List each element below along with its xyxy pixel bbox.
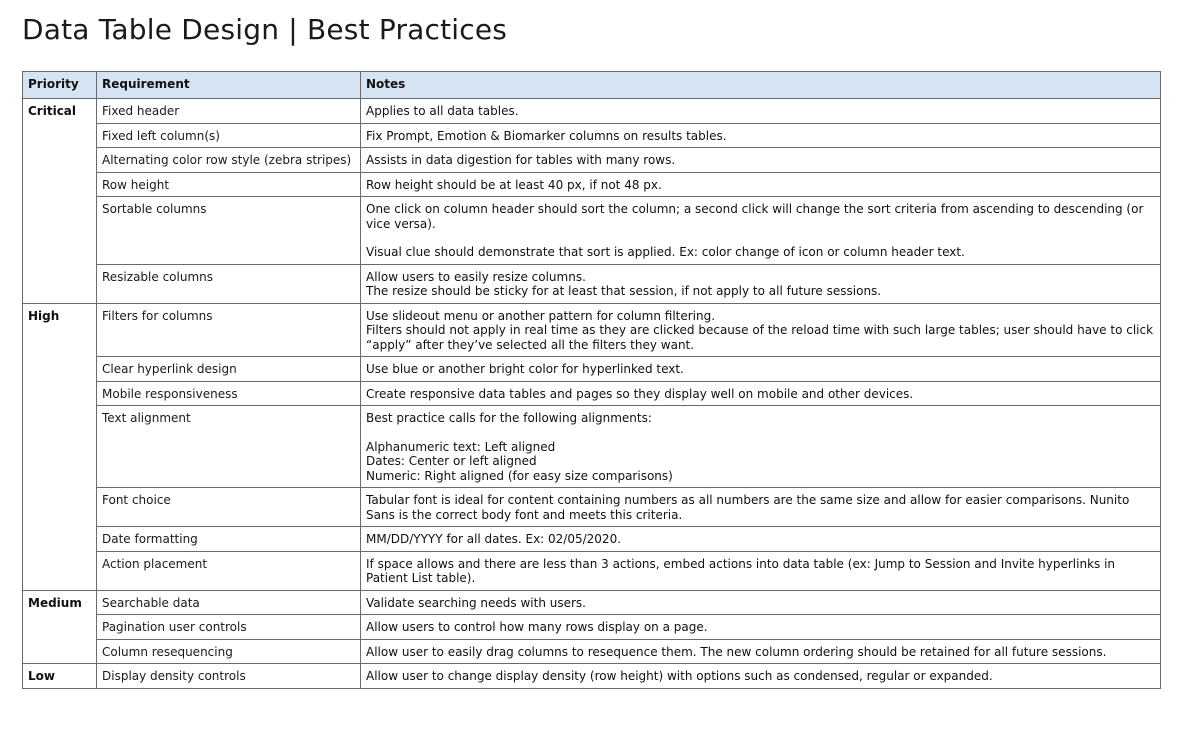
notes-cell bbox=[361, 264, 1161, 303]
notes-line: Validate searching needs with users. bbox=[366, 595, 586, 610]
requirement-cell: Searchable data bbox=[97, 590, 361, 615]
notes-cell bbox=[361, 99, 1161, 124]
notes-paragraph bbox=[366, 362, 1155, 377]
notes-line: One click on column header should sort the column; a second click will change the sort criteria from ascending to descending (or vice versa). bbox=[366, 202, 1144, 231]
column-header-priority: Priority bbox=[23, 72, 97, 99]
notes-line: Use slideout menu or another pattern for column filtering. bbox=[366, 308, 716, 323]
notes-paragraph bbox=[366, 202, 1155, 231]
requirement-cell: Alternating color row style (zebra stripes) bbox=[97, 148, 361, 173]
priority-cell: High bbox=[23, 303, 97, 590]
notes-cell bbox=[361, 664, 1161, 689]
notes-cell bbox=[361, 381, 1161, 406]
requirement-cell: Row height bbox=[97, 172, 361, 197]
table-row bbox=[23, 590, 1161, 615]
table-row bbox=[23, 406, 1161, 488]
notes-paragraph bbox=[366, 411, 1155, 426]
notes-line: Allow users to easily resize columns. bbox=[366, 269, 586, 284]
notes-cell bbox=[361, 488, 1161, 527]
table-row bbox=[23, 527, 1161, 552]
notes-paragraph bbox=[366, 493, 1155, 522]
notes-cell bbox=[361, 406, 1161, 488]
requirement-cell: Display density controls bbox=[97, 664, 361, 689]
notes-line: Allow users to control how many rows display on a page. bbox=[366, 620, 708, 634]
table-row bbox=[23, 664, 1161, 689]
notes-cell bbox=[361, 197, 1161, 265]
requirement-cell: Clear hyperlink design bbox=[97, 357, 361, 382]
notes-line: Create responsive data tables and pages so they display well on mobile and other devices. bbox=[366, 386, 914, 401]
requirement-cell: Filters for columns bbox=[97, 303, 361, 357]
notes-line: MM/DD/YYYY for all dates. Ex: 02/05/2020. bbox=[366, 532, 622, 546]
requirement-cell: Action placement bbox=[97, 551, 361, 590]
requirement-cell: Sortable columns bbox=[97, 197, 361, 265]
notes-paragraph bbox=[366, 620, 1155, 635]
requirement-cell: Pagination user controls bbox=[97, 615, 361, 640]
table-header bbox=[23, 72, 1161, 99]
notes-line: If space allows and there are less than 3 actions, embed actions into data table (ex: Jump to Session and Invite hyperlinks in Patient List table). bbox=[366, 556, 1116, 585]
notes-paragraph bbox=[366, 178, 1155, 193]
notes-cell bbox=[361, 639, 1161, 664]
column-header-requirement: Requirement bbox=[97, 72, 361, 99]
priority-cell: Low bbox=[23, 664, 97, 689]
requirement-cell: Resizable columns bbox=[97, 264, 361, 303]
notes-line: Alphanumeric text: Left aligned bbox=[366, 439, 556, 454]
table-row bbox=[23, 551, 1161, 590]
table-row bbox=[23, 357, 1161, 382]
requirement-cell: Mobile responsiveness bbox=[97, 381, 361, 406]
notes-cell bbox=[361, 527, 1161, 552]
notes-paragraph bbox=[366, 645, 1155, 660]
notes-line: Use blue or another bright color for hyperlinked text. bbox=[366, 362, 684, 376]
notes-paragraph bbox=[366, 387, 1155, 402]
notes-cell bbox=[361, 590, 1161, 615]
notes-line: Tabular font is ideal for content containing numbers as all numbers are the same size and allow for easier comparisons. Nunito Sans is the correct body font and meets this criteria. bbox=[366, 493, 1130, 522]
table-row bbox=[23, 615, 1161, 640]
notes-paragraph bbox=[366, 153, 1155, 168]
best-practices-table bbox=[22, 71, 1161, 689]
requirement-cell: Column resequencing bbox=[97, 639, 361, 664]
header-row bbox=[23, 72, 1161, 99]
priority-cell: Medium bbox=[23, 590, 97, 664]
notes-paragraph bbox=[366, 669, 1155, 684]
table-row bbox=[23, 99, 1161, 124]
notes-line: Allow user to easily drag columns to resequence them. The new column ordering should be retained for all future sessions. bbox=[366, 644, 1107, 659]
notes-paragraph bbox=[366, 270, 1155, 299]
notes-paragraph bbox=[366, 129, 1155, 144]
table-body bbox=[23, 99, 1161, 689]
notes-paragraph bbox=[366, 245, 1155, 260]
table-row bbox=[23, 197, 1161, 265]
notes-line: Assists in data digestion for tables with many rows. bbox=[366, 153, 676, 167]
requirement-cell: Date formatting bbox=[97, 527, 361, 552]
notes-line: Row height should be at least 40 px, if not 48 px. bbox=[366, 177, 662, 192]
notes-cell bbox=[361, 615, 1161, 640]
notes-line: The resize should be sticky for at least that session, if not apply to all future sessions. bbox=[366, 284, 882, 298]
table-row bbox=[23, 639, 1161, 664]
notes-paragraph bbox=[366, 104, 1155, 119]
notes-paragraph bbox=[366, 440, 1155, 484]
notes-cell bbox=[361, 123, 1161, 148]
table-row bbox=[23, 381, 1161, 406]
notes-line: Applies to all data tables. bbox=[366, 104, 519, 118]
notes-cell bbox=[361, 357, 1161, 382]
table-row bbox=[23, 172, 1161, 197]
notes-paragraph bbox=[366, 596, 1155, 611]
notes-cell bbox=[361, 172, 1161, 197]
requirement-cell: Text alignment bbox=[97, 406, 361, 488]
table-row bbox=[23, 148, 1161, 173]
notes-cell bbox=[361, 148, 1161, 173]
notes-line: Visual clue should demonstrate that sort is applied. Ex: color change of icon or column header text. bbox=[366, 245, 965, 259]
notes-cell bbox=[361, 303, 1161, 357]
notes-line: Fix Prompt, Emotion & Biomarker columns on results tables. bbox=[366, 128, 727, 143]
notes-line: Allow user to change display density (row height) with options such as condensed, regular or expanded. bbox=[366, 669, 993, 683]
page-title: Data Table Design | Best Practices bbox=[22, 13, 508, 46]
notes-paragraph bbox=[366, 557, 1155, 586]
notes-paragraph bbox=[366, 309, 1155, 353]
notes-cell bbox=[361, 551, 1161, 590]
requirement-cell: Font choice bbox=[97, 488, 361, 527]
notes-paragraph bbox=[366, 532, 1155, 547]
table-row bbox=[23, 303, 1161, 357]
notes-line: Filters should not apply in real time as they are clicked because of the reload time with such large tables; user should have to click “apply” after they’ve selected all the filters they want. bbox=[366, 323, 1154, 352]
table-row bbox=[23, 488, 1161, 527]
requirement-cell: Fixed left column(s) bbox=[97, 123, 361, 148]
column-header-notes: Notes bbox=[361, 72, 1161, 99]
notes-line: Numeric: Right aligned (for easy size comparisons) bbox=[366, 468, 673, 483]
notes-line: Dates: Center or left aligned bbox=[366, 454, 537, 468]
table-row bbox=[23, 123, 1161, 148]
table-row bbox=[23, 264, 1161, 303]
notes-line: Best practice calls for the following alignments: bbox=[366, 411, 652, 425]
requirement-cell: Fixed header bbox=[97, 99, 361, 124]
priority-cell: Critical bbox=[23, 99, 97, 304]
